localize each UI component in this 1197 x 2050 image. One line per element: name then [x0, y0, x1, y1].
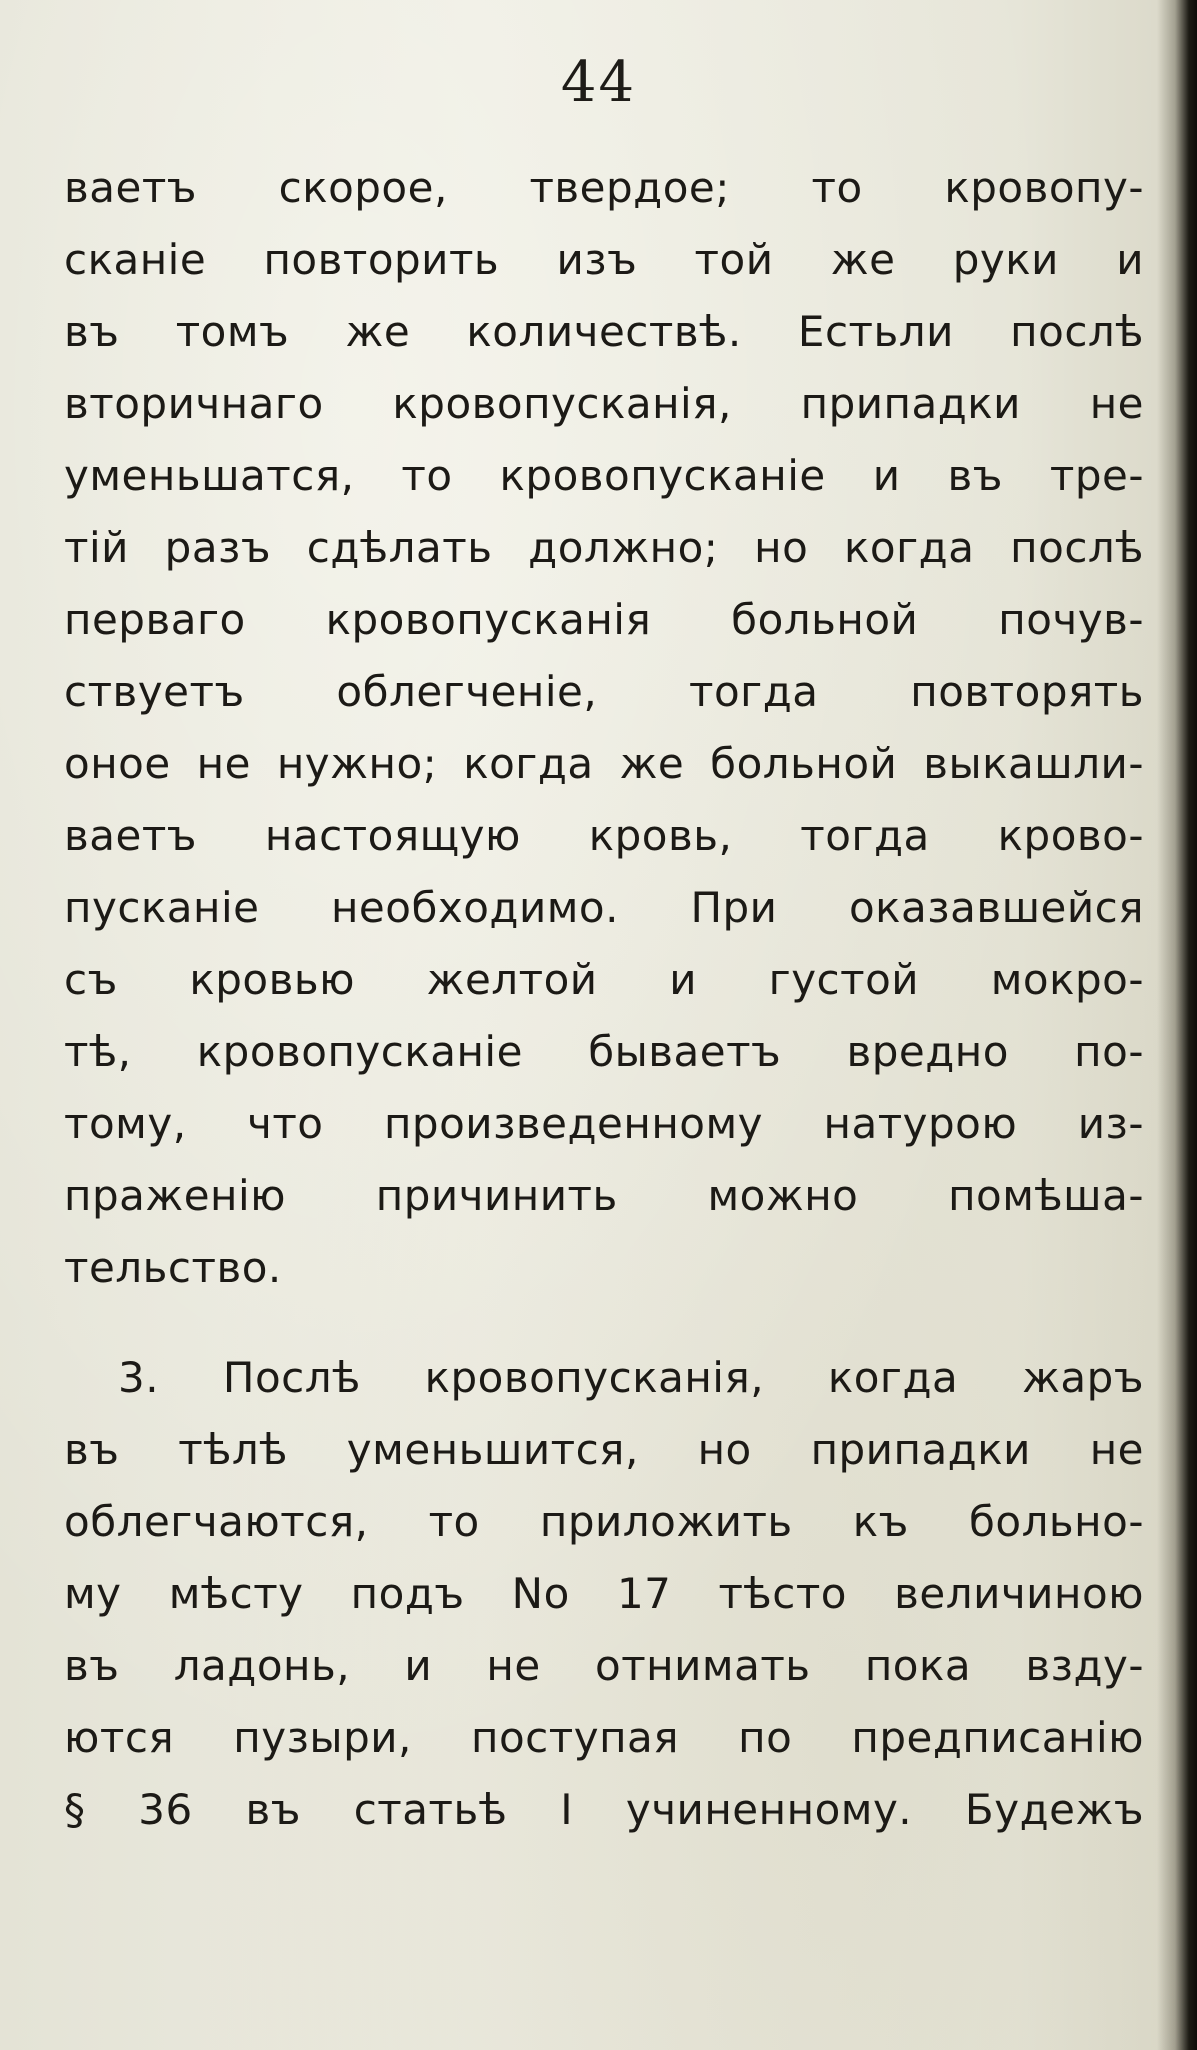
- text-line: въ ладонь, и не отнимать пока взду-: [64, 1641, 1144, 1690]
- text-line: тій разъ сдѣлать должно; но когда послѣ: [64, 523, 1144, 572]
- text-line: пусканіе необходимо. При оказавшейся: [64, 883, 1144, 932]
- paragraph-2: [64, 1342, 1144, 1846]
- text-line: въ томъ же количествѣ. Естьли послѣ: [64, 307, 1144, 356]
- text-line: тѣ, кровопусканіе бываетъ вредно по-: [64, 1027, 1144, 1076]
- paragraph-1: [64, 152, 1144, 1304]
- text-line: уменьшатся, то кровопусканіе и въ тре-: [64, 451, 1144, 500]
- text-line: праженію причинить можно помѣша-: [64, 1171, 1144, 1220]
- text-line: ваетъ настоящую кровь, тогда крово-: [64, 811, 1144, 860]
- text-line: облегчаются, то приложить къ больно-: [64, 1497, 1144, 1546]
- text-line: му мѣсту подъ No 17 тѣсто величиною: [64, 1569, 1144, 1618]
- text-line: сканіе повторить изъ той же руки и: [64, 235, 1144, 284]
- page-number: 44: [560, 50, 637, 115]
- text-line: въ тѣлѣ уменьшится, но припадки не: [64, 1425, 1144, 1474]
- text-line: ствуетъ облегченіе, тогда повторять: [64, 667, 1144, 716]
- text-line: ваетъ скорое, твердое; то кровопу-: [64, 163, 1144, 212]
- text-line: вторичнаго кровопусканія, припадки не: [64, 379, 1144, 428]
- body-text: [64, 152, 1144, 1846]
- text-line: оное не нужно; когда же больной выкашли-: [64, 739, 1144, 788]
- text-line: 3. Послѣ кровопусканія, когда жаръ: [118, 1353, 1144, 1402]
- text-line: перваго кровопусканія больной почув-: [64, 595, 1144, 644]
- text-line: тому, что произведенному натурою из-: [64, 1099, 1144, 1148]
- text-line: тельство.: [64, 1243, 282, 1292]
- paragraph-gap: [64, 1304, 1144, 1342]
- page-gutter-shadow: [1157, 0, 1197, 2050]
- text-line: съ кровью желтой и густой мокро-: [64, 955, 1144, 1004]
- text-line: § 36 въ статьѣ I учиненному. Будежъ: [64, 1785, 1144, 1834]
- text-line: ются пузыри, поступая по предписанію: [64, 1713, 1144, 1762]
